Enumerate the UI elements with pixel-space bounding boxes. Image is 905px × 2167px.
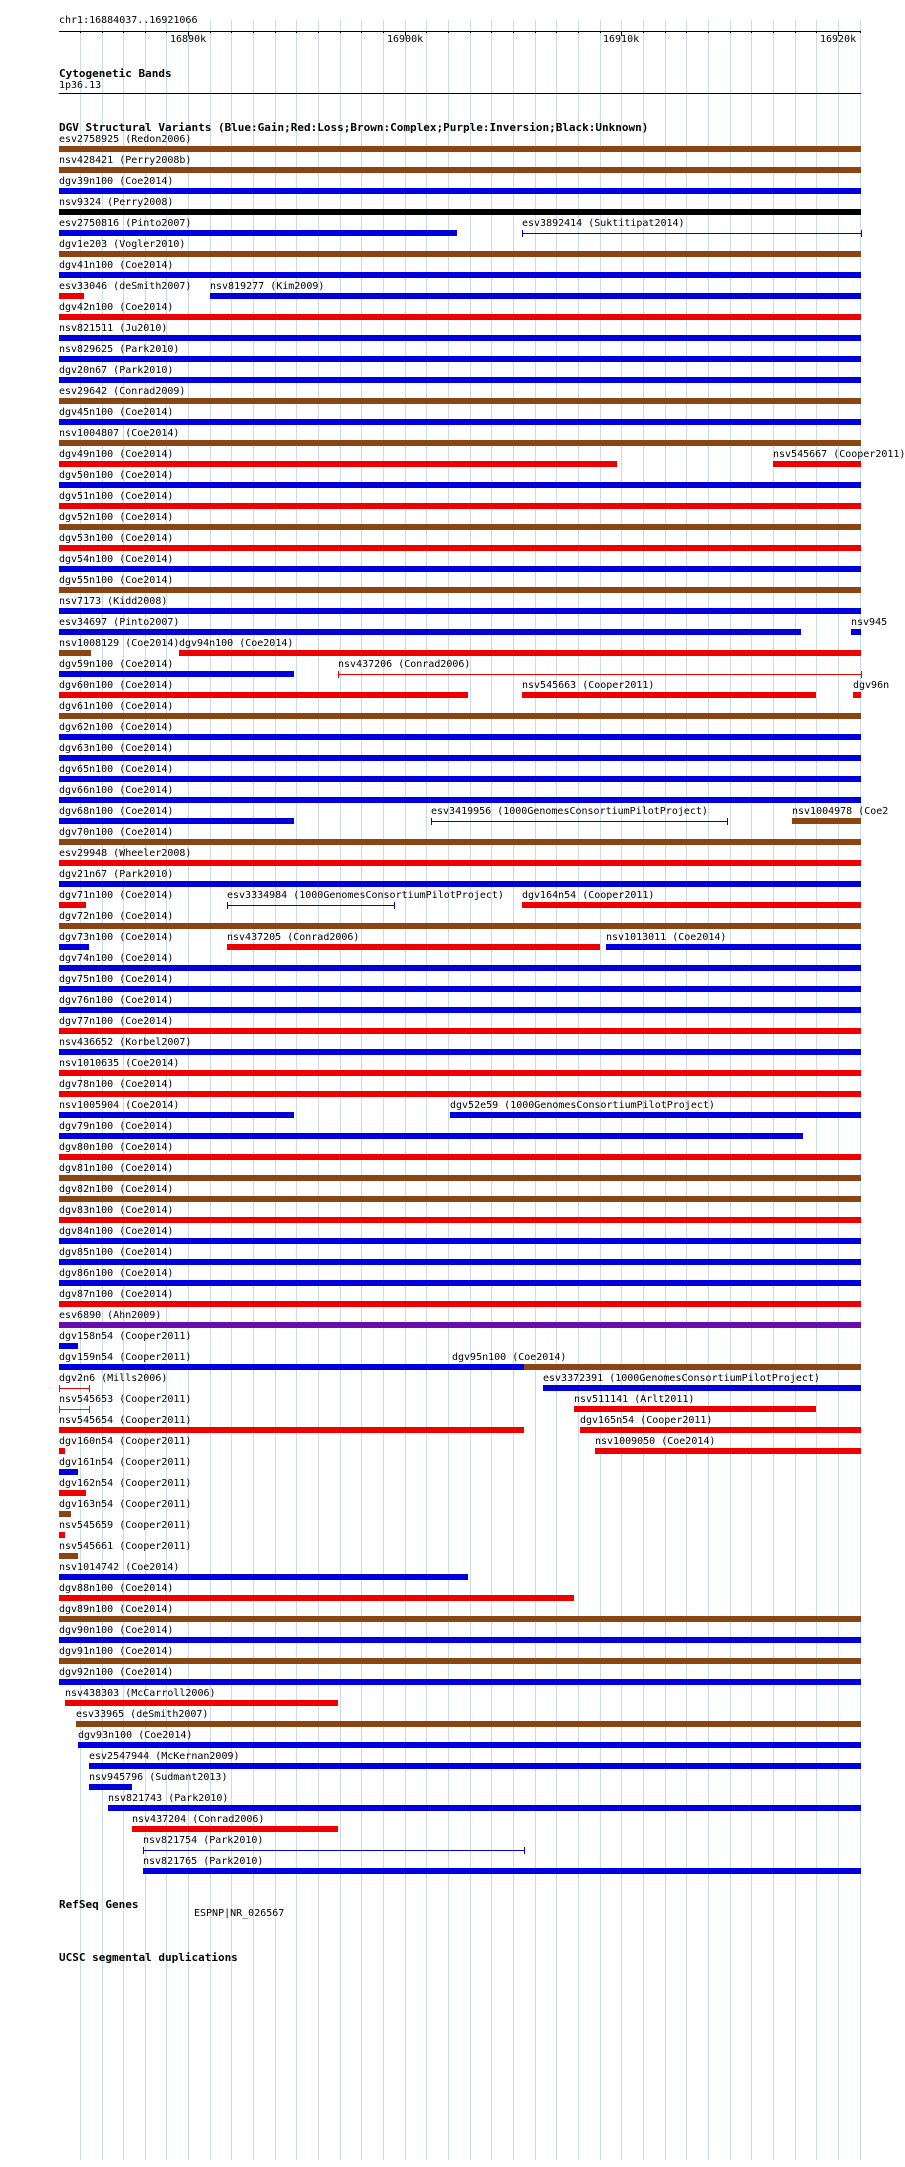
- variant-bar[interactable]: [59, 356, 861, 362]
- variant-label[interactable]: esv34697 (Pinto2007): [59, 617, 180, 628]
- variant-bar[interactable]: [59, 629, 801, 635]
- variant-bar[interactable]: [59, 377, 861, 383]
- variant-label[interactable]: dgv20n67 (Park2010): [59, 365, 174, 376]
- variant-label[interactable]: esv29948 (Wheeler2008): [59, 848, 192, 859]
- variant-label[interactable]: nsv436652 (Korbel2007): [59, 1037, 192, 1048]
- variant-bar[interactable]: [59, 1196, 861, 1202]
- variant-bar[interactable]: [59, 272, 861, 278]
- variant-bar[interactable]: [59, 1490, 86, 1496]
- variant-label[interactable]: dgv94n100 (Coe2014): [179, 638, 294, 649]
- variant-label[interactable]: dgv81n100 (Coe2014): [59, 1163, 174, 1174]
- variant-bar-end: [522, 230, 523, 237]
- variant-bar[interactable]: [853, 692, 861, 698]
- variant-bar[interactable]: [143, 1868, 861, 1874]
- variant-bar[interactable]: [59, 1448, 65, 1454]
- ruler-minor-tick: [513, 31, 514, 33]
- variant-label[interactable]: esv29642 (Conrad2009): [59, 386, 186, 397]
- variant-bar[interactable]: [59, 1469, 78, 1475]
- ruler-minor-tick: [102, 31, 103, 33]
- variant-label[interactable]: dgv21n67 (Park2010): [59, 869, 174, 880]
- variant-bar[interactable]: [59, 1616, 861, 1622]
- variant-label[interactable]: dgv63n100 (Coe2014): [59, 743, 174, 754]
- variant-label[interactable]: esv3372391 (1000GenomesConsortiumPilotProject): [543, 1373, 820, 1384]
- ruler-minor-tick: [600, 31, 601, 33]
- variant-bar[interactable]: [59, 902, 86, 908]
- variant-label[interactable]: nsv1005904 (Coe2014): [59, 1100, 180, 1111]
- variant-bar[interactable]: [59, 860, 861, 866]
- variant-label[interactable]: dgv75n100 (Coe2014): [59, 974, 174, 985]
- variant-bar[interactable]: [59, 1679, 861, 1685]
- variant-bar[interactable]: [59, 776, 861, 782]
- variant-label[interactable]: dgv161n54 (Cooper2011): [59, 1457, 192, 1468]
- variant-bar[interactable]: [59, 587, 861, 593]
- variant-bar[interactable]: [851, 629, 861, 635]
- variant-label[interactable]: nsv1008129 (Coe2014): [59, 638, 180, 649]
- variant-bar[interactable]: [59, 566, 861, 572]
- variant-label[interactable]: dgv158n54 (Cooper2011): [59, 1331, 192, 1342]
- variant-bar[interactable]: [59, 1343, 78, 1349]
- refseq-track-title: RefSeq Genes: [59, 1898, 139, 1911]
- variant-label[interactable]: nsv1004807 (Coe2014): [59, 428, 180, 439]
- ruler-minor-tick: [556, 31, 557, 33]
- variant-label[interactable]: dgv85n100 (Coe2014): [59, 1247, 174, 1258]
- variant-bar[interactable]: [580, 1427, 861, 1433]
- variant-label[interactable]: nsv545659 (Cooper2011): [59, 1520, 192, 1531]
- ruler-minor-tick: [838, 31, 839, 33]
- variant-label[interactable]: dgv77n100 (Coe2014): [59, 1016, 174, 1027]
- variant-label[interactable]: dgv92n100 (Coe2014): [59, 1667, 174, 1678]
- variant-label[interactable]: dgv61n100 (Coe2014): [59, 701, 174, 712]
- variant-label[interactable]: nsv437205 (Conrad2006): [227, 932, 360, 943]
- variant-bar[interactable]: [89, 1784, 132, 1790]
- variant-bar[interactable]: [59, 1409, 89, 1410]
- variant-label[interactable]: dgv88n100 (Coe2014): [59, 1583, 174, 1594]
- variant-label[interactable]: dgv1e203 (Vogler2010): [59, 239, 186, 250]
- ruler-minor-tick: [448, 31, 449, 33]
- variant-label[interactable]: dgv66n100 (Coe2014): [59, 785, 174, 796]
- variant-label[interactable]: dgv2n6 (Mills2006): [59, 1373, 168, 1384]
- ruler-minor-tick: [253, 31, 254, 33]
- variant-bar-end: [89, 1385, 90, 1392]
- variant-bar[interactable]: [59, 503, 861, 509]
- variant-bar[interactable]: [59, 1259, 861, 1265]
- variant-label[interactable]: nsv545663 (Cooper2011): [522, 680, 655, 691]
- variant-bar[interactable]: [59, 1217, 861, 1223]
- variant-bar[interactable]: [227, 944, 600, 950]
- variant-label[interactable]: nsv545654 (Cooper2011): [59, 1415, 192, 1426]
- variant-bar[interactable]: [59, 1091, 861, 1097]
- variant-bar-end: [861, 671, 862, 678]
- variant-bar[interactable]: [59, 230, 457, 236]
- variant-bar[interactable]: [59, 818, 294, 824]
- variant-label[interactable]: nsv511141 (Arlt2011): [574, 1394, 695, 1405]
- variant-bar-end: [431, 818, 432, 825]
- variant-label[interactable]: esv3334984 (1000GenomesConsortiumPilotProject): [227, 890, 504, 901]
- ruler-axis: [59, 31, 861, 32]
- variant-bar[interactable]: [59, 1112, 294, 1118]
- variant-label[interactable]: dgv54n100 (Coe2014): [59, 554, 174, 565]
- ruler-tick-label: 16890k: [170, 34, 207, 45]
- variant-label[interactable]: nsv829625 (Park2010): [59, 344, 180, 355]
- variant-bar[interactable]: [179, 650, 861, 656]
- ruler-minor-tick: [773, 31, 774, 33]
- ruler-minor-tick: [470, 31, 471, 33]
- variant-label[interactable]: nsv1010635 (Coe2014): [59, 1058, 180, 1069]
- variant-bar[interactable]: [59, 251, 861, 257]
- variant-bar[interactable]: [773, 461, 861, 467]
- variant-label[interactable]: dgv83n100 (Coe2014): [59, 1205, 174, 1216]
- variant-bar[interactable]: [543, 1385, 861, 1391]
- ruler-minor-tick: [210, 31, 211, 33]
- variant-bar[interactable]: [59, 398, 861, 404]
- ruler-minor-tick: [318, 31, 319, 33]
- variant-bar[interactable]: [59, 1301, 861, 1307]
- ruler-minor-tick: [361, 31, 362, 33]
- variant-bar[interactable]: [59, 881, 861, 887]
- variant-label[interactable]: dgv62n100 (Coe2014): [59, 722, 174, 733]
- variant-bar[interactable]: [792, 818, 861, 824]
- variant-label[interactable]: esv33046 (deSmith2007): [59, 281, 192, 292]
- variant-label[interactable]: dgv93n100 (Coe2014): [78, 1730, 193, 1741]
- variant-label[interactable]: dgv53n100 (Coe2014): [59, 533, 174, 544]
- variant-bar[interactable]: [59, 755, 861, 761]
- variant-bar[interactable]: [65, 1700, 338, 1706]
- ruler-minor-tick: [383, 31, 384, 33]
- variant-bar[interactable]: [574, 1406, 816, 1412]
- variant-bar[interactable]: [59, 1070, 861, 1076]
- variant-bar-end: [338, 671, 339, 678]
- variant-bar[interactable]: [59, 839, 861, 845]
- variant-bar[interactable]: [227, 905, 394, 906]
- variant-bar[interactable]: [59, 1658, 861, 1664]
- variant-label[interactable]: dgv50n100 (Coe2014): [59, 470, 174, 481]
- variant-label[interactable]: nsv7173 (Kidd2008): [59, 596, 168, 607]
- variant-label[interactable]: esv3419956 (1000GenomesConsortiumPilotProject): [431, 806, 708, 817]
- variant-bar[interactable]: [78, 1742, 861, 1748]
- variant-bar-end: [59, 1385, 60, 1392]
- ruler-minor-tick: [426, 31, 427, 33]
- variant-label[interactable]: esv3892414 (Suktitipat2014): [522, 218, 685, 229]
- variant-bar[interactable]: [59, 1238, 861, 1244]
- variant-label[interactable]: dgv78n100 (Coe2014): [59, 1079, 174, 1090]
- variant-bar[interactable]: [59, 419, 861, 425]
- variant-label[interactable]: nsv428421 (Perry2008b): [59, 155, 192, 166]
- variant-label[interactable]: dgv162n54 (Cooper2011): [59, 1478, 192, 1489]
- variant-bar[interactable]: [606, 944, 861, 950]
- ruler-minor-tick: [751, 31, 752, 33]
- ruler-coordinates: chr1:16884037..16921066: [59, 15, 198, 26]
- ruler-minor-tick: [535, 31, 536, 33]
- variant-bar-end: [524, 1847, 525, 1854]
- variant-bar[interactable]: [59, 440, 861, 446]
- ruler-minor-tick: [166, 31, 167, 33]
- variant-label[interactable]: dgv39n100 (Coe2014): [59, 176, 174, 187]
- variant-bar[interactable]: [59, 524, 861, 530]
- variant-label[interactable]: dgv89n100 (Coe2014): [59, 1604, 174, 1615]
- variant-bar[interactable]: [431, 821, 727, 822]
- ruler-minor-tick: [665, 31, 666, 33]
- variant-bar[interactable]: [59, 797, 861, 803]
- variant-label[interactable]: nsv545661 (Cooper2011): [59, 1541, 192, 1552]
- variant-bar[interactable]: [450, 1112, 861, 1118]
- variant-label[interactable]: nsv1014742 (Coe2014): [59, 1562, 180, 1573]
- variant-bar[interactable]: [59, 461, 617, 467]
- ruler-minor-tick: [816, 31, 817, 33]
- variant-bar[interactable]: [210, 293, 861, 299]
- variant-bar[interactable]: [59, 986, 861, 992]
- dgv-track-title: DGV Structural Variants (Blue:Gain;Red:Loss;Brown:Complex;Purple:Inversion;Black:Unknown): [59, 121, 649, 134]
- variant-bar[interactable]: [59, 1175, 861, 1181]
- variant-bar[interactable]: [132, 1826, 338, 1832]
- variant-label[interactable]: esv2547944 (McKernan2009): [89, 1751, 240, 1762]
- variant-label[interactable]: dgv71n100 (Coe2014): [59, 890, 174, 901]
- variant-label[interactable]: nsv437206 (Conrad2006): [338, 659, 471, 670]
- variant-bar[interactable]: [59, 335, 861, 341]
- ruler-minor-tick: [296, 31, 297, 33]
- variant-label[interactable]: nsv945796 (Sudmant2013): [89, 1772, 228, 1783]
- variant-bar[interactable]: [59, 545, 861, 551]
- variant-label[interactable]: dgv59n100 (Coe2014): [59, 659, 174, 670]
- variant-bar[interactable]: [59, 692, 468, 698]
- variant-label[interactable]: nsv1009050 (Coe2014): [595, 1436, 716, 1447]
- variant-label[interactable]: nsv821765 (Park2010): [143, 1856, 264, 1867]
- variant-bar[interactable]: [522, 233, 861, 234]
- ruler-minor-tick: [145, 31, 146, 33]
- variant-label[interactable]: nsv545667 (Cooper2011): [773, 449, 905, 460]
- variant-label[interactable]: dgv76n100 (Coe2014): [59, 995, 174, 1006]
- variant-bar[interactable]: [59, 1637, 861, 1643]
- variant-bar-end: [89, 1406, 90, 1413]
- ruler-minor-tick: [860, 31, 861, 33]
- variant-label[interactable]: nsv821754 (Park2010): [143, 1835, 264, 1846]
- variant-bar[interactable]: [59, 965, 861, 971]
- variant-bar[interactable]: [59, 293, 84, 299]
- variant-bar[interactable]: [59, 1007, 861, 1013]
- ruler-minor-tick: [123, 31, 124, 33]
- ruler-minor-tick: [643, 31, 644, 33]
- variant-label[interactable]: dgv164n54 (Cooper2011): [522, 890, 655, 901]
- variant-label[interactable]: dgv91n100 (Coe2014): [59, 1646, 174, 1657]
- variant-label[interactable]: esv33965 (deSmith2007): [76, 1709, 209, 1720]
- variant-label[interactable]: dgv60n100 (Coe2014): [59, 680, 174, 691]
- variant-label[interactable]: dgv73n100 (Coe2014): [59, 932, 174, 943]
- cytoband-label: 1p36.13: [59, 80, 102, 91]
- variant-label[interactable]: dgv68n100 (Coe2014): [59, 806, 174, 817]
- variant-bar[interactable]: [59, 1049, 861, 1055]
- ruler-minor-tick: [275, 31, 276, 33]
- variant-bar[interactable]: [59, 671, 294, 677]
- variant-label[interactable]: dgv84n100 (Coe2014): [59, 1226, 174, 1237]
- variant-label[interactable]: dgv87n100 (Coe2014): [59, 1289, 174, 1300]
- variant-bar[interactable]: [59, 1154, 861, 1160]
- variant-bar[interactable]: [59, 146, 861, 152]
- ruler-minor-tick: [340, 31, 341, 33]
- variant-bar[interactable]: [59, 713, 861, 719]
- variant-bar[interactable]: [59, 1028, 861, 1034]
- variant-bar[interactable]: [595, 1448, 861, 1454]
- ruler-minor-tick: [405, 31, 406, 33]
- variant-bar-end: [861, 230, 862, 237]
- variant-label[interactable]: dgv51n100 (Coe2014): [59, 491, 174, 502]
- variant-label[interactable]: nsv437204 (Conrad2006): [132, 1814, 265, 1825]
- variant-label[interactable]: nsv821743 (Park2010): [108, 1793, 229, 1804]
- variant-label[interactable]: dgv95n100 (Coe2014): [452, 1352, 567, 1363]
- variant-label[interactable]: dgv45n100 (Coe2014): [59, 407, 174, 418]
- cytoband-title: Cytogenetic Bands: [59, 67, 172, 80]
- ruler-minor-tick: [795, 31, 796, 33]
- variant-label[interactable]: dgv42n100 (Coe2014): [59, 302, 174, 313]
- variant-bar[interactable]: [108, 1805, 861, 1811]
- variant-label[interactable]: dgv159n54 (Cooper2011): [59, 1352, 192, 1363]
- variant-label[interactable]: dgv41n100 (Coe2014): [59, 260, 174, 271]
- variant-bar[interactable]: [59, 650, 91, 656]
- variant-label[interactable]: dgv79n100 (Coe2014): [59, 1121, 174, 1132]
- variant-bar[interactable]: [59, 314, 861, 320]
- ruler-minor-tick: [730, 31, 731, 33]
- variant-bar[interactable]: [59, 1574, 468, 1580]
- variant-bar[interactable]: [522, 692, 816, 698]
- variant-bar[interactable]: [522, 902, 861, 908]
- variant-label[interactable]: nsv9324 (Perry2008): [59, 197, 174, 208]
- variant-bar-end: [394, 902, 395, 909]
- variant-bar[interactable]: [143, 1850, 524, 1851]
- variant-label[interactable]: dgv70n100 (Coe2014): [59, 827, 174, 838]
- variant-label[interactable]: dgv52n100 (Coe2014): [59, 512, 174, 523]
- variant-label[interactable]: esv2758925 (Redon2006): [59, 134, 192, 145]
- variant-label[interactable]: nsv819277 (Kim2009): [210, 281, 325, 292]
- variant-label[interactable]: dgv52e59 (1000GenomesConsortiumPilotProject): [450, 1100, 715, 1111]
- variant-bar[interactable]: [59, 1133, 803, 1139]
- ruler-minor-tick: [491, 31, 492, 33]
- variant-bar[interactable]: [59, 1280, 861, 1286]
- variant-bar[interactable]: [59, 1364, 524, 1370]
- variant-label[interactable]: dgv49n100 (Coe2014): [59, 449, 174, 460]
- variant-label[interactable]: dgv165n54 (Cooper2011): [580, 1415, 713, 1426]
- ruler-minor-tick: [621, 31, 622, 33]
- variant-bar[interactable]: [59, 1427, 524, 1433]
- variant-label[interactable]: nsv821511 (Ju2010): [59, 323, 168, 334]
- ruler-minor-tick: [231, 31, 232, 33]
- variant-label[interactable]: dgv80n100 (Coe2014): [59, 1142, 174, 1153]
- variant-bar[interactable]: [59, 1553, 78, 1559]
- variant-bar[interactable]: [59, 1322, 861, 1328]
- variant-bar[interactable]: [89, 1763, 861, 1769]
- variant-bar[interactable]: [59, 1532, 65, 1538]
- variant-label[interactable]: nsv438303 (McCarroll2006): [65, 1688, 216, 1699]
- ruler-tick-label: 16900k: [387, 34, 424, 45]
- variant-bar-end: [59, 1406, 60, 1413]
- cytoband-bar: [59, 93, 861, 94]
- variant-bar[interactable]: [338, 674, 861, 675]
- variant-label[interactable]: esv6890 (Ahn2009): [59, 1310, 162, 1321]
- variant-bar[interactable]: [59, 209, 861, 215]
- variant-label[interactable]: nsv945: [851, 617, 888, 628]
- variant-bar[interactable]: [59, 944, 89, 950]
- ruler-minor-tick: [686, 31, 687, 33]
- segdup-track-title: UCSC segmental duplications: [59, 1951, 238, 1964]
- variant-label[interactable]: dgv65n100 (Coe2014): [59, 764, 174, 775]
- variant-label[interactable]: nsv1004978 (Coe2: [792, 806, 889, 817]
- variant-label[interactable]: nsv1013011 (Coe2014): [606, 932, 727, 943]
- variant-bar[interactable]: [59, 188, 861, 194]
- variant-bar[interactable]: [59, 608, 861, 614]
- ruler-tick-label: 16910k: [603, 34, 640, 45]
- variant-bar[interactable]: [59, 1595, 574, 1601]
- variant-label[interactable]: nsv545653 (Cooper2011): [59, 1394, 192, 1405]
- refseq-gene-model[interactable]: [0, 1910, 890, 1940]
- variant-bar[interactable]: [76, 1721, 861, 1727]
- ruler-minor-tick: [188, 31, 189, 33]
- variant-bar-end: [727, 818, 728, 825]
- variant-label[interactable]: dgv86n100 (Coe2014): [59, 1268, 174, 1279]
- variant-label[interactable]: dgv90n100 (Coe2014): [59, 1625, 174, 1636]
- variant-bar[interactable]: [59, 167, 861, 173]
- variant-bar-end: [143, 1847, 144, 1854]
- variant-label[interactable]: dgv160n54 (Cooper2011): [59, 1436, 192, 1447]
- ruler-tick-label: 16920k: [820, 34, 857, 45]
- variant-bar[interactable]: [59, 1511, 71, 1517]
- variant-bar[interactable]: [59, 482, 861, 488]
- variant-label[interactable]: esv2750816 (Pinto2007): [59, 218, 192, 229]
- variant-bar[interactable]: [59, 923, 861, 929]
- variant-label[interactable]: dgv96n: [853, 680, 890, 691]
- variant-label[interactable]: dgv163n54 (Cooper2011): [59, 1499, 192, 1510]
- ruler-minor-tick: [708, 31, 709, 33]
- refseq-gene-label[interactable]: ESPNP|NR_026567: [194, 1908, 285, 1919]
- variant-bar[interactable]: [59, 734, 861, 740]
- variant-label[interactable]: dgv55n100 (Coe2014): [59, 575, 174, 586]
- variant-label[interactable]: dgv72n100 (Coe2014): [59, 911, 174, 922]
- variant-label[interactable]: dgv82n100 (Coe2014): [59, 1184, 174, 1195]
- ruler-minor-tick: [80, 31, 81, 33]
- variant-label[interactable]: dgv74n100 (Coe2014): [59, 953, 174, 964]
- ruler-minor-tick: [578, 31, 579, 33]
- variant-bar-end: [227, 902, 228, 909]
- variant-bar[interactable]: [59, 1388, 89, 1389]
